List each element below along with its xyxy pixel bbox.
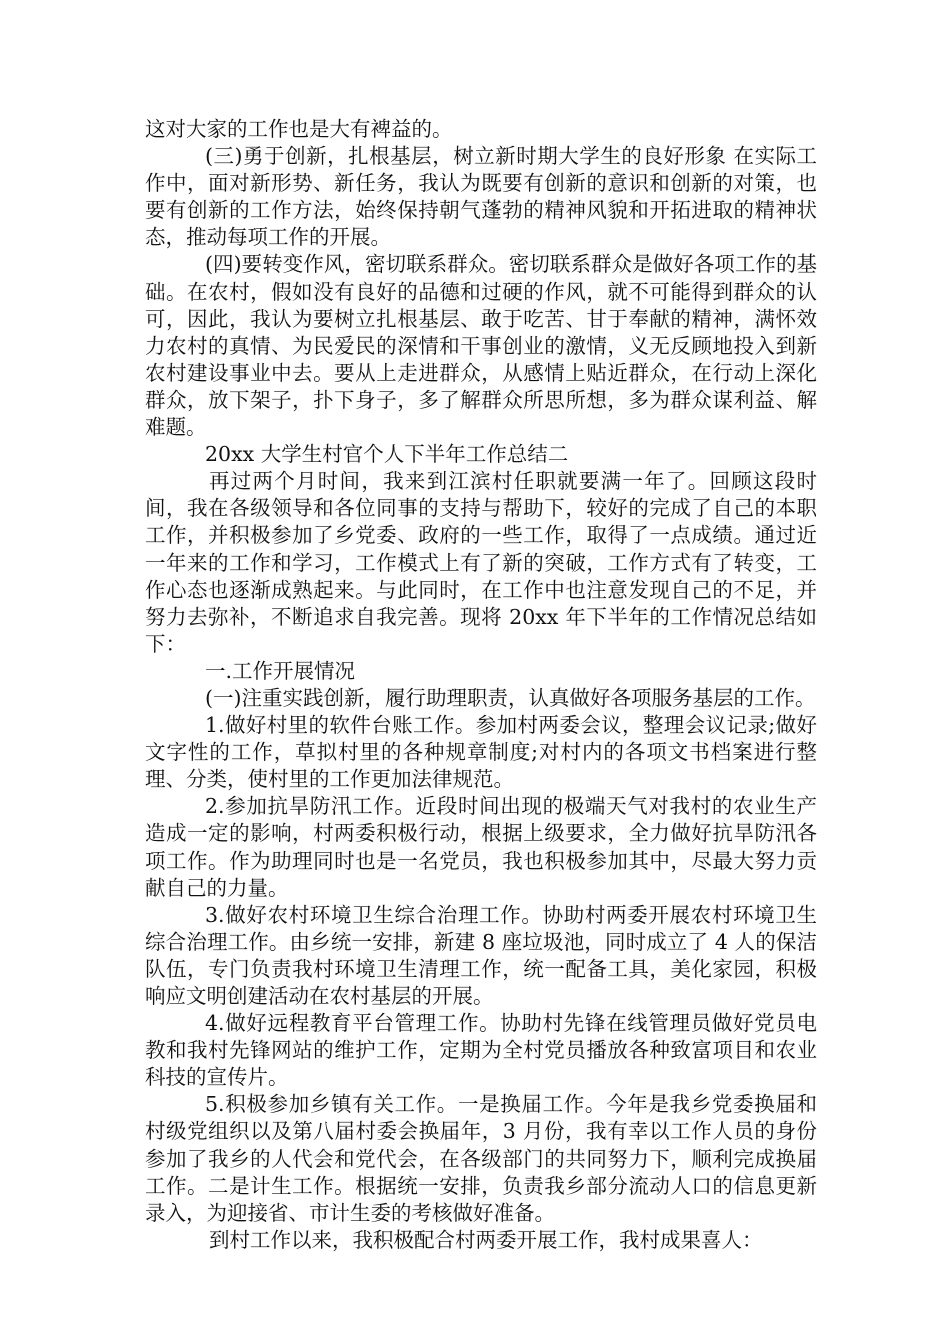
section-title-summary-two: 20xx 大学生村官个人下半年工作总结二 xyxy=(205,442,569,467)
paragraph-achievements: 到村工作以来，我积极配合村两委开展工作，我村成果喜人： xyxy=(209,1227,763,1252)
paragraph-innovation: (三)勇于创新，扎根基层，树立新时期大学生的良好形象 在实际工作中，面对新形势、新任务，我认为既要有创新的意识和创新的对策，也要有创新的工作方法，始终保持朝气蓬勃的精神风貌和开拓进取的精神状态，推动每项工作的开展。 xyxy=(145,144,817,250)
list-item-flood-drought: 2.参加抗旱防汛工作。近段时间出现的极端天气对我村的农业生产造成一定的影响，村两委积极行动，根据上级要求，全力做好抗旱防汛各项工作。作为助理同时也是一名党员，我也积极参加其中，尽最大努力贡献自己的力量。 xyxy=(145,794,817,900)
paragraph-practice-innovation: (一)注重实践创新，履行助理职责，认真做好各项服务基层的工作。 xyxy=(205,685,816,710)
document-page xyxy=(145,116,817,1254)
list-item-environment: 3.做好农村环境卫生综合治理工作。协助村两委开展农村环境卫生综合治理工作。由乡统一安排，新建 8 座垃圾池，同时成立了 4 人的保洁队伍，专门负责我村环境卫生清理工作，统一配备工具，美化家园，积极响应文明创建活动在农村基层的开展。 xyxy=(145,902,817,1008)
list-item-township-work: 5.积极参加乡镇有关工作。一是换届工作。今年是我乡党委换届和村级党组织以及第八届村委会换届年，3 月份，我有幸以工作人员的身份参加了我乡的人代会和党代会，在各级部门的共同努力下，顺利完成换届工作。二是计生工作。根据统一安排，负责我乡部分流动人口的信息更新录入，为迎接省、市计生委的考核做好准备。 xyxy=(145,1092,817,1225)
paragraph-summary-intro: 再过两个月时间，我来到江滨村任职就要满一年了。回顾这段时间，我在各级领导和各位同事的支持与帮助下，较好的完成了自己的本职工作，并积极参加了乡党委、政府的一些工作，取得了一点成绩。通过近一年来的工作和学习，工作模式上有了新的突破，工作方式有了转变，工作心态也逐渐成熟起来。与此同时，在工作中也注意发现自己的不足，并努力去弥补，不断追求自我完善。现将 20xx 年下半年的工作情况总结如下： xyxy=(145,469,817,656)
paragraph-work-style: (四)要转变作风，密切联系群众。密切联系群众是做好各项工作的基础。在农村，假如没有良好的品德和过硬的作风，就不可能得到群众的认可，因此，我认为要树立扎根基层、敢于吃苦、甘于奉献的精神，满怀效力农村的真情、为民爱民的深情和干事创业的激情，义无反顾地投入到新农村建设事业中去。要从上走进群众，从感情上贴近群众，在行动上深化群众，放下架子，扑下身子，多了解群众所思所想，多为群众谋利益、解难题。 xyxy=(145,252,817,440)
list-item-remote-education: 4.做好远程教育平台管理工作。协助村先锋在线管理员做好党员电教和我村先锋网站的维护工作，定期为全村党员播放各种致富项目和农业科技的宣传片。 xyxy=(145,1011,817,1090)
list-item-ledger-work: 1.做好村里的软件台账工作。参加村两委会议，整理会议记录;做好文字性的工作，草拟村里的各种规章制度;对村内的各项文书档案进行整理、分类，使村里的工作更加法律规范。 xyxy=(145,713,817,792)
heading-work-progress: 一.工作开展情况 xyxy=(205,658,356,683)
paragraph-continuation: 这对大家的工作也是大有裨益的。 xyxy=(145,117,453,141)
